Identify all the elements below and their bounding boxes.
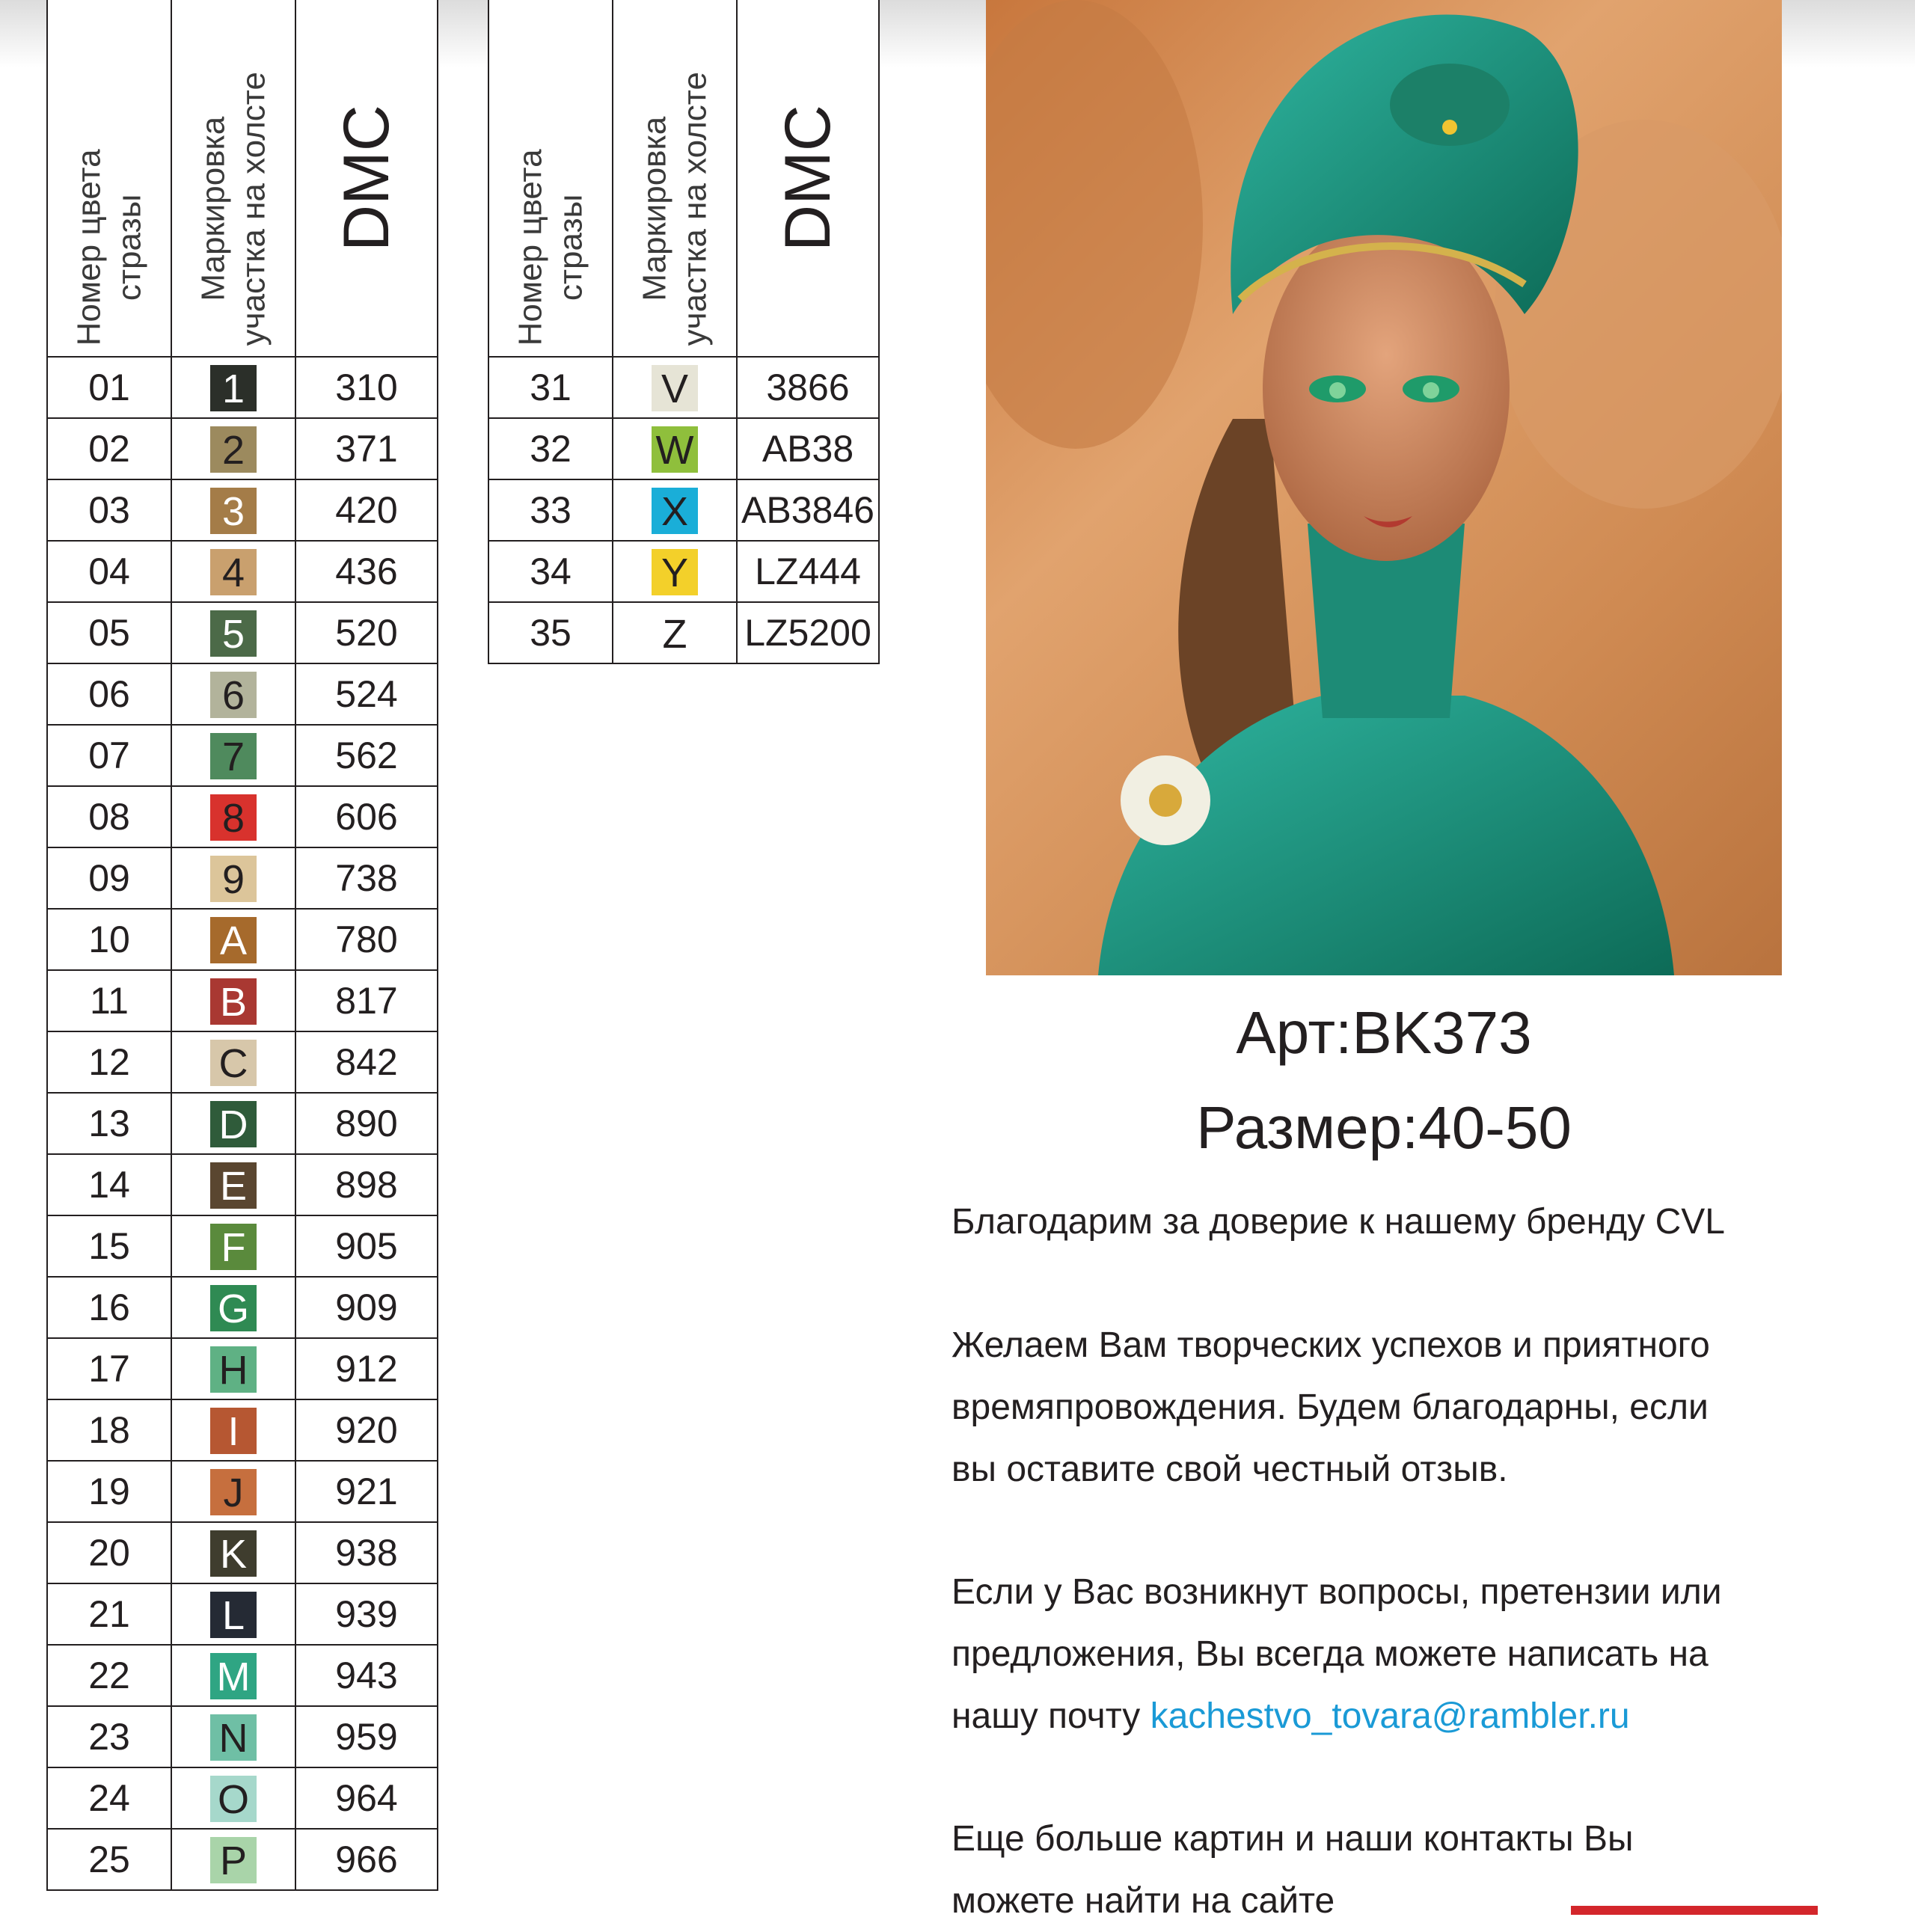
table-row — [488, 479, 879, 541]
color-number-cell: 07 — [47, 725, 171, 786]
marking-cell — [171, 1583, 295, 1645]
marking-cell — [171, 1706, 295, 1767]
dmc-code-cell: 780 — [295, 909, 438, 970]
color-swatch: 6 — [210, 672, 257, 718]
dmc-code-cell: 959 — [295, 1706, 438, 1767]
website-paragraph: Еще больше картин и наши контакты Вы можете найти на сайте — [952, 1819, 1634, 1921]
header-color-number: Номер цвета стразы — [488, 0, 613, 357]
marking-cell — [171, 418, 295, 479]
marking-cell — [613, 357, 737, 418]
table-row — [47, 1399, 438, 1461]
dmc-code-cell: LZ444 — [737, 541, 879, 602]
table-row — [47, 1522, 438, 1583]
table-row — [47, 1645, 438, 1706]
marking-cell — [613, 541, 737, 602]
marking-cell — [171, 1093, 295, 1154]
header-color-number: Номер цвета стразы — [47, 0, 171, 357]
table-row — [47, 418, 438, 479]
dmc-code-cell: AB3846 — [737, 479, 879, 541]
dmc-code-cell: 562 — [295, 725, 438, 786]
dmc-code-cell: 520 — [295, 602, 438, 663]
dmc-code-cell: 912 — [295, 1338, 438, 1399]
table-row — [47, 1215, 438, 1277]
color-number-cell: 17 — [47, 1338, 171, 1399]
marking-cell — [171, 786, 295, 847]
marking-cell — [171, 1522, 295, 1583]
table-row — [47, 1767, 438, 1829]
canvas-size: Размер:40-50 — [1196, 1094, 1572, 1161]
color-swatch: 9 — [210, 856, 257, 902]
marking-cell — [171, 541, 295, 602]
color-number-cell: 24 — [47, 1767, 171, 1829]
table-row — [47, 847, 438, 909]
color-swatch: 8 — [210, 794, 257, 841]
dmc-code-cell: 436 — [295, 541, 438, 602]
table-row — [47, 357, 438, 418]
color-swatch: N — [210, 1714, 257, 1761]
marking-cell — [171, 725, 295, 786]
color-swatch: H — [210, 1346, 257, 1393]
portrait-illustration — [986, 0, 1782, 975]
dmc-code-cell: 966 — [295, 1829, 438, 1890]
table-row — [47, 1031, 438, 1093]
legend-header-row — [488, 0, 879, 357]
header-marking: Маркировка участка на холсте — [613, 0, 737, 357]
dmc-code-cell: 3866 — [737, 357, 879, 418]
color-number-cell: 22 — [47, 1645, 171, 1706]
color-number-cell: 25 — [47, 1829, 171, 1890]
color-number-cell: 12 — [47, 1031, 171, 1093]
color-swatch: 3 — [210, 488, 257, 534]
color-swatch: E — [210, 1162, 257, 1209]
color-number-cell: 18 — [47, 1399, 171, 1461]
marking-cell — [171, 479, 295, 541]
table-row — [47, 909, 438, 970]
color-number-cell: 04 — [47, 541, 171, 602]
marking-cell — [171, 1461, 295, 1522]
dmc-code-cell: 921 — [295, 1461, 438, 1522]
color-number-cell: 06 — [47, 663, 171, 725]
wishes-paragraph: Желаем Вам творческих успехов и приятного времяпровождения. Будем благодарны, если вы оставите свой честный отзыв. — [952, 1325, 1710, 1489]
color-swatch: Z — [652, 610, 698, 657]
color-swatch: I — [210, 1408, 257, 1454]
color-swatch: D — [210, 1101, 257, 1147]
color-legend-table-left — [46, 0, 438, 1891]
brand-logo-strip — [1571, 1906, 1818, 1915]
color-swatch: 4 — [210, 549, 257, 595]
table-row — [47, 725, 438, 786]
dmc-code-cell: 420 — [295, 479, 438, 541]
table-row — [47, 541, 438, 602]
color-swatch: Y — [652, 549, 698, 595]
marking-cell — [171, 1399, 295, 1461]
color-swatch: L — [210, 1592, 257, 1638]
table-row — [47, 1583, 438, 1645]
color-legend-table-right — [488, 0, 880, 664]
table-row — [488, 418, 879, 479]
color-number-cell: 33 — [488, 479, 613, 541]
table-row — [47, 1277, 438, 1338]
dmc-code-cell: 909 — [295, 1277, 438, 1338]
dmc-code-cell: LZ5200 — [737, 602, 879, 663]
color-swatch: W — [652, 426, 698, 473]
color-number-cell: 13 — [47, 1093, 171, 1154]
color-swatch: C — [210, 1040, 257, 1086]
table-row — [488, 602, 879, 663]
marking-cell — [171, 357, 295, 418]
color-number-cell: 21 — [47, 1583, 171, 1645]
marking-cell — [171, 1154, 295, 1215]
header-dmc: DMC — [295, 0, 438, 357]
table-row — [47, 663, 438, 725]
marking-cell — [171, 602, 295, 663]
color-swatch: M — [210, 1653, 257, 1699]
color-number-cell: 34 — [488, 541, 613, 602]
color-number-cell: 32 — [488, 418, 613, 479]
color-number-cell: 10 — [47, 909, 171, 970]
color-number-cell: 35 — [488, 602, 613, 663]
table-row — [47, 1338, 438, 1399]
color-swatch: P — [210, 1837, 257, 1883]
table-row — [488, 357, 879, 418]
marking-cell — [171, 909, 295, 970]
color-swatch: A — [210, 917, 257, 963]
portrait-image — [986, 0, 1782, 975]
color-swatch: K — [210, 1530, 257, 1577]
color-number-cell: 31 — [488, 357, 613, 418]
color-number-cell: 01 — [47, 357, 171, 418]
legend-body-left — [47, 357, 438, 1890]
table-row — [488, 541, 879, 602]
color-number-cell: 20 — [47, 1522, 171, 1583]
marking-cell — [613, 418, 737, 479]
legend-body-right — [488, 357, 879, 663]
marking-cell — [171, 1338, 295, 1399]
color-number-cell: 05 — [47, 602, 171, 663]
marking-cell — [613, 479, 737, 541]
dmc-code-cell: 939 — [295, 1583, 438, 1645]
header-dmc: DMC — [737, 0, 879, 357]
marking-cell — [171, 1215, 295, 1277]
color-number-cell: 16 — [47, 1277, 171, 1338]
color-swatch: X — [652, 488, 698, 534]
dmc-code-cell: 738 — [295, 847, 438, 909]
dmc-code-cell: 943 — [295, 1645, 438, 1706]
dmc-code-cell: 310 — [295, 357, 438, 418]
dmc-code-cell: 371 — [295, 418, 438, 479]
header-marking: Маркировка участка на холсте — [171, 0, 295, 357]
color-number-cell: 09 — [47, 847, 171, 909]
marking-cell — [171, 1031, 295, 1093]
dmc-code-cell: 964 — [295, 1767, 438, 1829]
color-swatch: 5 — [210, 610, 257, 657]
table-row — [47, 786, 438, 847]
color-swatch: B — [210, 978, 257, 1025]
dmc-code-cell: 905 — [295, 1215, 438, 1277]
table-row — [47, 602, 438, 663]
marking-cell — [171, 1767, 295, 1829]
table-row — [47, 970, 438, 1031]
dmc-code-cell: 842 — [295, 1031, 438, 1093]
dmc-code-cell: 890 — [295, 1093, 438, 1154]
marking-cell — [171, 847, 295, 909]
color-number-cell: 14 — [47, 1154, 171, 1215]
color-swatch: F — [210, 1224, 257, 1270]
color-swatch: 1 — [210, 365, 257, 411]
dmc-code-cell: AB38 — [737, 418, 879, 479]
color-swatch: V — [652, 365, 698, 411]
table-row — [47, 1093, 438, 1154]
thanks-paragraph: Благодарим за доверие к нашему бренду CVL — [952, 1202, 1725, 1242]
table-row — [47, 1461, 438, 1522]
support-email-link[interactable]: kachestvo_tovara@rambler.ru — [1150, 1696, 1630, 1736]
color-swatch: J — [210, 1469, 257, 1515]
marking-cell — [171, 1829, 295, 1890]
color-swatch: 7 — [210, 733, 257, 779]
marking-cell — [171, 1645, 295, 1706]
marking-cell — [613, 602, 737, 663]
marking-cell — [171, 970, 295, 1031]
color-number-cell: 11 — [47, 970, 171, 1031]
table-row — [47, 1829, 438, 1890]
color-number-cell: 08 — [47, 786, 171, 847]
color-swatch: O — [210, 1776, 257, 1822]
color-swatch: G — [210, 1285, 257, 1331]
color-swatch: 2 — [210, 426, 257, 473]
color-number-cell: 19 — [47, 1461, 171, 1522]
article-number: Арт:BK373 — [1236, 999, 1532, 1066]
dmc-code-cell: 606 — [295, 786, 438, 847]
contact-paragraph: Если у Вас возникнут вопросы, претензии или предложения, Вы всегда можете написать на нашу почту kachestvo_tovara@rambler.ru — [952, 1572, 1722, 1736]
marking-cell — [171, 1277, 295, 1338]
table-row — [47, 1706, 438, 1767]
color-number-cell: 03 — [47, 479, 171, 541]
legend-header-row — [47, 0, 438, 357]
color-number-cell: 15 — [47, 1215, 171, 1277]
dmc-code-cell: 920 — [295, 1399, 438, 1461]
dmc-code-cell: 524 — [295, 663, 438, 725]
color-number-cell: 23 — [47, 1706, 171, 1767]
table-row — [47, 479, 438, 541]
table-row — [47, 1154, 438, 1215]
color-number-cell: 02 — [47, 418, 171, 479]
dmc-code-cell: 898 — [295, 1154, 438, 1215]
marking-cell — [171, 663, 295, 725]
dmc-code-cell: 817 — [295, 970, 438, 1031]
dmc-code-cell: 938 — [295, 1522, 438, 1583]
